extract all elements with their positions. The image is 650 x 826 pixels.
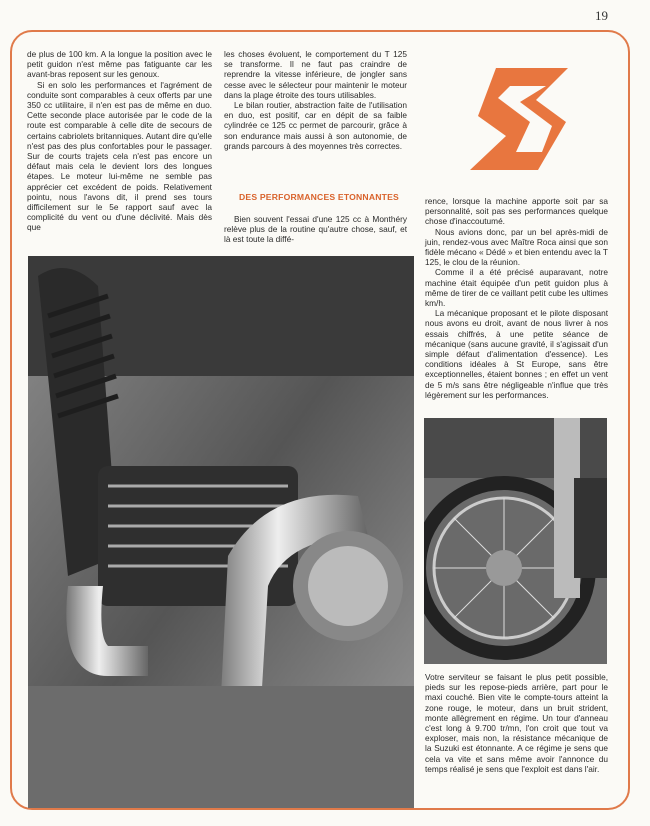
suzuki-logo: [458, 64, 588, 174]
text-column-2-lower: [224, 214, 407, 245]
text-column-2: [224, 49, 407, 151]
paragraph: de plus de 100 km. A la longue la position avec le petit guidon n'est même pas fatiguante car les avant-bras reposent sur les genoux.: [27, 49, 212, 80]
paragraph: Nous avions donc, par un bel après-midi de juin, rendez-vous avec Maître Roca ainsi que son fidèle mécano « Dédé » et bien entendu avec la T 125, le clou de la réunion.: [425, 226, 608, 268]
paragraph: les choses évoluent, le comportement du T 125 se transforme. Il ne faut pas craindre de reprendre la vitesse inférieure, de jongler sans cesse avec le sélecteur pour maintenir le moteur dans la plage étroite des tours utilisables.: [224, 49, 407, 100]
paragraph: Si en solo les performances et l'agrément de conduite sont comparables à ceux offerts par une 350 cc utilitaire, il n'en est pas de même en duo. Cette seconde place autorisée par le code de la route est comparable à celle dite de secours de certains cabriolets britanniques. Autant dire qu'elle n'est pas des plus confortables pour le passager. Sur de courts trajets cela n'est pas encore un défaut mais cela le devient lors des longues étapes. Le moteur lui-même ne semble pas apprécier cet excédent de poids. Relativement pointu, nous l'avons dit, il prend ses tours difficilement sur le 5e rapport sauf avec la complicité du vent ou d'une déclivité. Mais dès que: [27, 79, 212, 233]
paragraph: Votre serviteur se faisant le plus petit possible, pieds sur les repose-pieds arrière, part pour le maxi couché. Bien vite le compte-tours atteint la zone rouge, le moteur, dans un bruit strident, monte allègrement en régime. Un tour d'anneau c'est long à 9.700 tr/mn, l'on croit que tout va exploser, mais non, la résistance mécanique de la Suzuki est étonnante. A ce régime je sens que cela va vite et sans même avoir l'annonce du temps réalisé je sens que l'exploit est dans l'air.: [425, 672, 608, 774]
paragraph: Comme il a été précisé auparavant, notre machine était équipée d'un petit guidon plus à même de tirer de ce vaillant petit cube les ultimes km/h.: [425, 267, 608, 309]
text-column-1: [27, 49, 212, 233]
paragraph: La mécanique proposant et le pilote disposant nous avons eu droit, avant de nous livrer à nos essais chiffrés, à une petite séance de mécanique (sans aucune gravité, il s'agissait d'un simple défaut d'alimentation d'essence). Les conditions idéales à St Europe, sans être exceptionnelles, étaient bonnes ; en effet un vent de 5 m/s sans être négligeable n'influe que très légèrement sur les performances.: [425, 308, 608, 400]
page-number: 19: [595, 8, 608, 23]
paragraph: Le bilan routier, abstraction faite de l'utilisation en duo, est positif, car en dépit de sa faible cylindrée ce 125 cc permet de parcourir, grâce à son endurance mais aussi à son autonomie, de grands parcours à des moyennes très correctes.: [224, 100, 407, 151]
engine-photo: [28, 256, 414, 808]
section-heading: DES PERFORMANCES ETONNANTES: [239, 192, 399, 202]
text-column-3-lower: [425, 672, 608, 774]
text-column-3: [425, 196, 608, 400]
paragraph: rence, lorsque la machine apporte soit par sa personnalité, soit pas ses performances quelque chose d'inaccoutumé.: [425, 196, 608, 227]
paragraph: Bien souvent l'essai d'une 125 cc à Monthéry relève plus de la routine qu'autre chose, sauf, et là est toute la diffé-: [224, 214, 407, 245]
wheel-photo: [424, 418, 607, 664]
